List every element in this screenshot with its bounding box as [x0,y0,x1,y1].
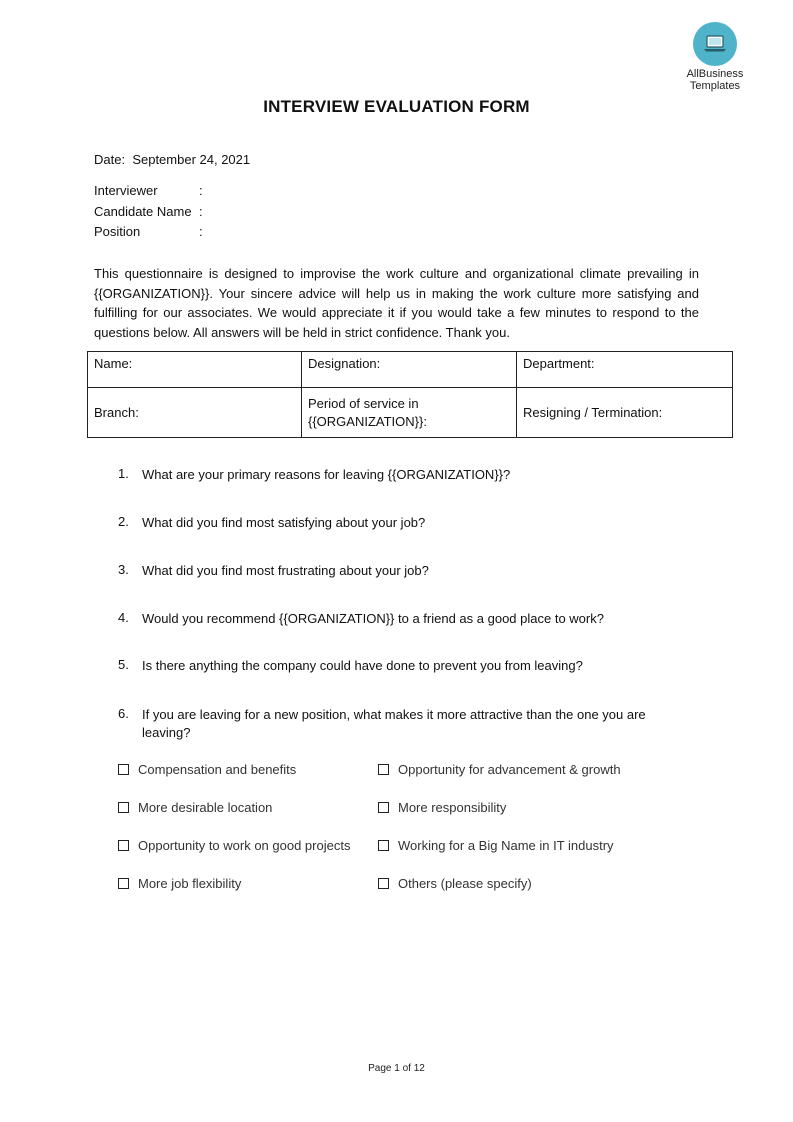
option-item[interactable] [118,800,272,815]
question-number: 5. [118,657,129,672]
brand-logo [680,22,750,92]
employee-info-table [87,351,733,438]
checkbox-icon[interactable] [378,878,389,889]
question-number: 3. [118,562,129,577]
logo-text [680,68,750,92]
intro-paragraph: This questionnaire is designed to improvise the work culture and organizational climate prevailing in {{ORGANIZATION}}. Your sincere advice will help us in making the work culture more satisfying and fulfilling for our associates. We would appreciate it if you would take a few minutes to respond to the questions below. All answers will be held in strict confidence. Thank you. [94,266,699,340]
option-label: Opportunity to work on good projects [138,838,351,853]
resigning-termination-cell[interactable]: Resigning / Termination: [517,388,733,438]
option-label: Compensation and benefits [138,762,297,777]
question-number: 4. [118,610,129,625]
logo-line-1: AllBusiness [686,68,744,80]
question-text: Is there anything the company could have done to prevent you from leaving? [142,658,583,673]
option-item[interactable] [378,762,621,777]
question-text: What are your primary reasons for leaving {{ORGANIZATION}}? [142,467,511,482]
question-number: 6. [118,706,129,721]
position-field[interactable] [94,224,203,239]
date-label: Date: [94,152,126,167]
question-text: What did you find most satisfying about your job? [142,515,426,530]
option-item[interactable] [378,876,532,891]
option-label: More responsibility [398,800,507,815]
table-row [88,388,733,438]
period-of-service-cell[interactable]: Period of service in {{ORGANIZATION}}: [302,388,517,438]
checkbox-icon[interactable] [118,802,129,813]
designation-cell[interactable]: Designation: [302,352,517,388]
option-label: More desirable location [138,800,273,815]
question-number: 1. [118,466,129,481]
field-label: Candidate Name [94,204,192,219]
field-label: Interviewer [94,183,158,198]
option-label: Opportunity for advancement & growth [398,762,621,777]
candidate-name-field[interactable] [94,204,203,219]
option-item[interactable] [378,800,506,815]
option-label: More job flexibility [138,876,242,891]
logo-badge [693,22,737,66]
table-row [88,352,733,388]
question-text: What did you find most frustrating about your job? [142,563,429,578]
option-label: Working for a Big Name in IT industry [398,838,614,853]
field-label: Position [94,224,141,239]
laptop-icon [704,35,726,53]
logo-line-2: Templates [689,80,741,92]
page-title: INTERVIEW EVALUATION FORM [263,97,530,116]
checkbox-icon[interactable] [378,802,389,813]
option-item[interactable] [118,876,241,891]
date-value: September 24, 2021 [132,152,251,167]
field-separator: : [199,224,203,239]
checkbox-icon[interactable] [118,840,129,851]
question-text: If you are leaving for a new position, what makes it more attractive than the one you are leaving? [142,707,646,740]
field-separator: : [199,183,203,198]
field-separator: : [199,204,203,219]
checkbox-icon[interactable] [118,878,129,889]
date-line [94,152,250,167]
option-item[interactable] [118,838,350,853]
question-text: Would you recommend {{ORGANIZATION}} to a friend as a good place to work? [142,611,604,626]
name-cell[interactable]: Name: [88,352,302,388]
page-number: Page 1 of 12 [368,1063,425,1074]
branch-cell[interactable]: Branch: [88,388,302,438]
checkbox-icon[interactable] [378,764,389,775]
question-number: 2. [118,514,129,529]
department-cell[interactable]: Department: [517,352,733,388]
option-label: Others (please specify) [398,876,532,891]
interviewer-field[interactable] [94,183,203,198]
option-item[interactable] [378,838,614,853]
checkbox-icon[interactable] [118,764,129,775]
option-item[interactable] [118,762,296,777]
checkbox-icon[interactable] [378,840,389,851]
